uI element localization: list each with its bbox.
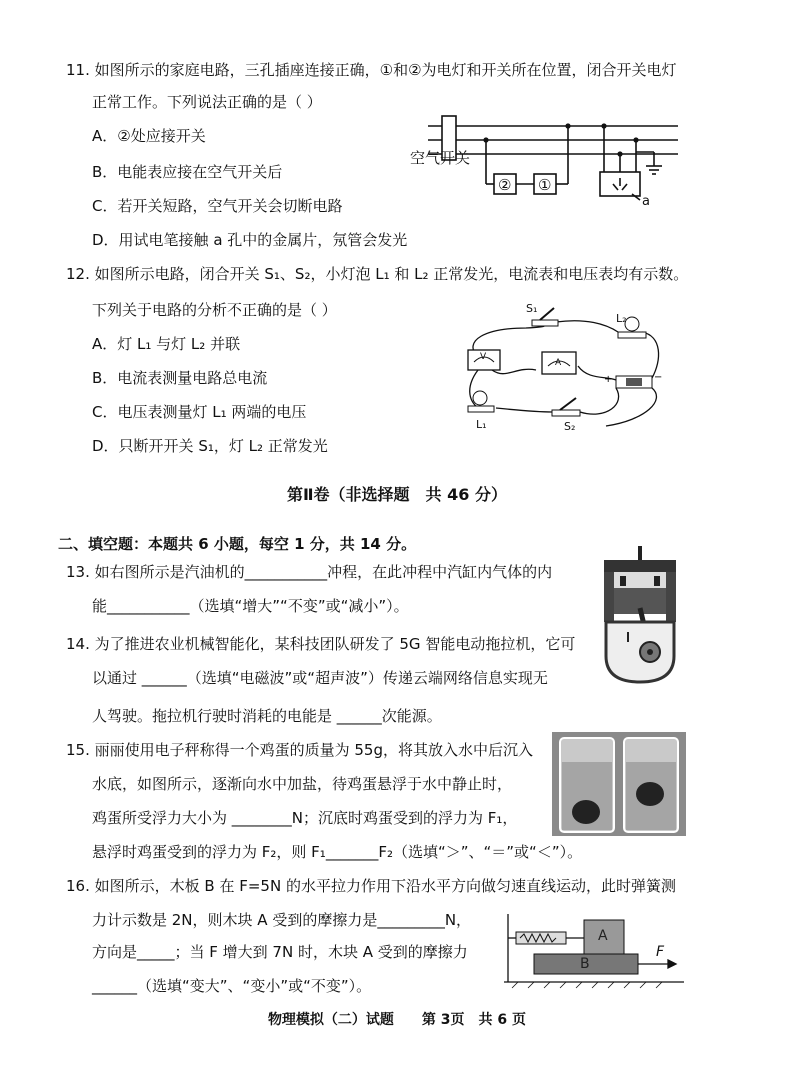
q12-option-c: C．电压表测量灯 L₁ 两端的电压 xyxy=(92,403,307,421)
q11-option-d: D．用试电笔接触 a 孔中的金属片，氖管会发光 xyxy=(92,231,408,249)
q11-option-c: C．若开关短路，空气开关会切断电路 xyxy=(92,197,343,215)
q16-friction-figure xyxy=(504,910,688,990)
q11-fig-hole-a: a xyxy=(642,194,650,209)
q11-stem-line2: 正常工作。下列说法正确的是（ ） xyxy=(92,93,322,111)
section-title: 第Ⅱ卷（非选择题 共 46 分） xyxy=(287,485,507,504)
beaker-floating-egg xyxy=(624,738,678,832)
q12-circuit-figure xyxy=(456,300,672,438)
battery-icon xyxy=(616,376,652,388)
q14-line2: 以通过 ______（选填“电磁波”或“超声波”）传递云端网络信息实现无 xyxy=(92,669,548,687)
q15-egg-photo xyxy=(552,732,686,836)
q11-option-a: A．②处应接开关 xyxy=(92,127,206,145)
q12-fig-v: V xyxy=(480,352,487,362)
q16-line3: 方向是_____；当 F 增大到 7N 时，木块 A 受到的摩擦力 xyxy=(92,943,468,961)
q12-option-a: A．灯 L₁ 与灯 L₂ 并联 xyxy=(92,335,241,353)
q15-line4: 悬浮时鸡蛋受到的浮力为 F₂，则 F₁_______F₂（选填“＞”、“＝”或“＜”）。 xyxy=(92,843,583,861)
q15-line3: 鸡蛋所受浮力大小为 ________N；沉底时鸡蛋受到的浮力为 F₁， xyxy=(92,809,518,827)
q12-fig-l1: L₁ xyxy=(476,418,487,431)
q16-fig-board-b: B xyxy=(580,956,590,972)
switch-icon xyxy=(552,398,580,416)
q12-fig-s2: S₂ xyxy=(564,420,576,433)
q15-line1: 15. 丽丽使用电子秤称得一个鸡蛋的质量为 55g，将其放入水中后沉入 xyxy=(66,741,534,759)
q12-option-d: D．只断开开关 S₁，灯 L₂ 正常发光 xyxy=(92,437,328,455)
svg-text:−: − xyxy=(654,372,663,383)
q12-fig-s1: S₁ xyxy=(526,302,538,315)
q14-line1: 14. 为了推进农业机械智能化，某科技团队研发了 5G 智能电动拖拉机，它可 xyxy=(66,635,576,653)
q11-circuit-figure xyxy=(408,112,684,216)
q14-line3: 人驾驶。拖拉机行驶时消耗的电能是 ______次能源。 xyxy=(92,707,442,725)
q12-stem-line2: 下列关于电路的分析不正确的是（ ） xyxy=(92,301,337,319)
q12-fig-l2: L₂ xyxy=(616,312,627,325)
q12-stem-line1: 12. 如图所示电路，闭合开关 S₁、S₂，小灯泡 L₁ 和 L₂ 正常发光，电流表和电压表均有示数。 xyxy=(66,265,689,283)
page-footer: 物理模拟（二）试题 第 3页 共 6 页 xyxy=(267,1012,527,1028)
q11-stem-line1: 11. 如图所示的家庭电路，三孔插座连接正确，①和②为电灯和开关所在位置，闭合开关电灯 xyxy=(66,61,677,79)
q11-fig-box-1: ① xyxy=(538,176,552,194)
beaker-sunk-egg xyxy=(560,738,614,832)
svg-text:+: + xyxy=(604,374,613,385)
q12-option-b: B．电流表测量电路总电流 xyxy=(92,369,268,387)
q16-fig-force-f: F xyxy=(656,944,665,960)
q15-line2: 水底，如图所示，逐渐向水中加盐，待鸡蛋悬浮于水中静止时， xyxy=(92,775,513,793)
q11-fig-switch-label: 空气开关 xyxy=(410,149,471,167)
engine-icon xyxy=(604,546,676,682)
q12-fig-a: A xyxy=(555,358,562,368)
q13-line2: 能___________（选填“增大”“不变”或“减小”）。 xyxy=(92,597,409,615)
q16-fig-block-a: A xyxy=(598,928,608,944)
q16-line4: ______（选填“变大”、“变小”或“不变”）。 xyxy=(92,977,372,995)
part2-heading: 二、填空题：本题共 6 小题，每空 1 分，共 14 分。 xyxy=(58,535,417,553)
q13-engine-figure xyxy=(598,546,682,684)
q16-line2: 力计示数是 2N，则木块 A 受到的摩擦力是_________N， xyxy=(92,911,472,929)
q11-option-b: B．电能表应接在空气开关后 xyxy=(92,163,283,181)
q11-fig-box-2: ② xyxy=(498,176,512,194)
spring-scale-icon xyxy=(516,932,566,944)
q16-line1: 16. 如图所示，木板 B 在 F=5N 的水平拉力作用下沿水平方向做匀速直线运动，此时弹簧测 xyxy=(66,877,676,895)
q13-line1: 13. 如右图所示是汽油机的___________冲程，在此冲程中汽缸内气体的内 xyxy=(66,563,553,581)
